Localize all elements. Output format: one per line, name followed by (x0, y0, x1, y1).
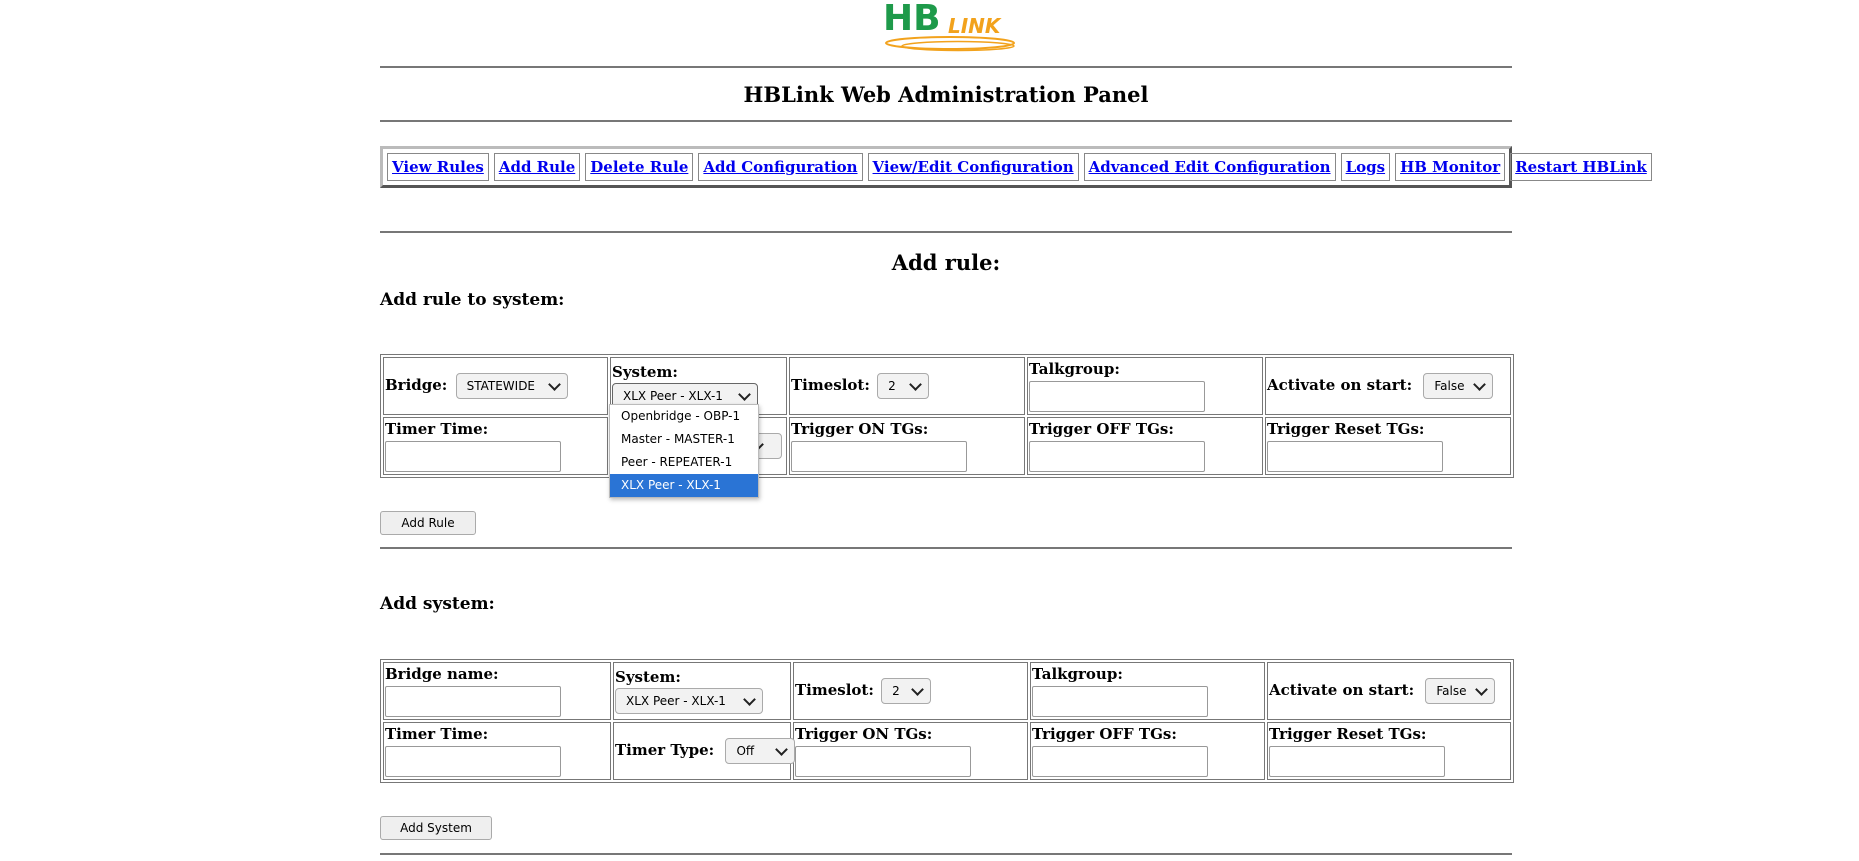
system-label: System: (612, 363, 678, 381)
trigger-reset-cell (1267, 722, 1511, 780)
system-option-xlx-peer[interactable]: XLX Peer - XLX-1 (610, 474, 758, 497)
add-rule-heading: Add rule: (891, 250, 1001, 275)
timeslot-select-value: 2 (888, 379, 896, 393)
talkgroup-input[interactable] (1029, 381, 1205, 412)
nav-cell (387, 153, 489, 181)
timer-type-select[interactable] (725, 738, 795, 764)
timer-time-cell (383, 722, 611, 780)
timer-time-input[interactable] (385, 746, 561, 777)
activate-label: Activate on start: (1267, 376, 1413, 394)
divider (380, 853, 1512, 855)
system-label: System: (615, 668, 681, 686)
timeslot-label: Timeslot: (795, 681, 874, 699)
timeslot-select-value: 2 (892, 684, 900, 698)
activate-select[interactable] (1425, 678, 1495, 704)
timeslot-cell (793, 662, 1028, 720)
system-select-value: XLX Peer - XLX-1 (626, 694, 726, 708)
trigger-on-input[interactable] (791, 441, 967, 472)
timer-type-label: Timer Type: (615, 741, 715, 759)
system-option-openbridge[interactable]: Openbridge - OBP-1 (621, 409, 741, 423)
trigger-reset-input[interactable] (1269, 746, 1445, 777)
nav-cell (698, 153, 862, 181)
add-system-button[interactable]: Add System (380, 816, 492, 840)
activate-label: Activate on start: (1269, 681, 1415, 699)
nav-logs-link[interactable]: Logs (1345, 158, 1386, 176)
chevron-down-icon (743, 693, 756, 706)
trigger-off-label: Trigger OFF TGs: (1029, 420, 1174, 438)
bridge-name-label: Bridge name: (385, 665, 499, 683)
nav-cell (1341, 153, 1391, 181)
activate-cell (1267, 662, 1511, 720)
nav-cell (494, 153, 580, 181)
nav-advanced-edit-configuration-link[interactable]: Advanced Edit Configuration (1088, 158, 1331, 176)
chevron-down-icon (909, 378, 922, 391)
activate-cell (1265, 357, 1511, 415)
trigger-on-label: Trigger ON TGs: (795, 725, 933, 743)
trigger-off-cell (1030, 722, 1265, 780)
timer-time-input[interactable] (385, 441, 561, 472)
chevron-down-icon (738, 388, 751, 401)
trigger-off-input[interactable] (1032, 746, 1208, 777)
bridge-select[interactable] (456, 373, 568, 399)
trigger-off-label: Trigger OFF TGs: (1032, 725, 1177, 743)
timer-time-label: Timer Time: (385, 420, 489, 438)
trigger-reset-label: Trigger Reset TGs: (1269, 725, 1427, 743)
nav-hb-monitor-link[interactable]: HB Monitor (1400, 158, 1501, 176)
talkgroup-input[interactable] (1032, 686, 1208, 717)
activate-select-value: False (1434, 379, 1465, 393)
nav-restart-hblink-link[interactable]: Restart HBLink (1515, 158, 1647, 176)
timeslot-select[interactable] (881, 678, 931, 704)
talkgroup-label: Talkgroup: (1029, 360, 1120, 378)
add-rule-subheading: Add rule to system: (380, 290, 565, 310)
activate-select[interactable] (1423, 373, 1493, 399)
logo-text-link: LINK (948, 14, 1001, 38)
trigger-reset-input[interactable] (1267, 441, 1443, 472)
timeslot-cell (789, 357, 1025, 415)
trigger-off-cell (1027, 417, 1263, 475)
timer-time-cell (383, 417, 608, 475)
system-option-peer[interactable]: Peer - REPEATER-1 (621, 455, 733, 469)
nav-view-rules-link[interactable]: View Rules (392, 158, 484, 176)
bridge-name-input[interactable] (385, 686, 561, 717)
system-cell (613, 662, 791, 720)
trigger-on-cell (793, 722, 1028, 780)
chevron-down-icon (776, 743, 789, 756)
logo-text-hb: HB (883, 0, 941, 39)
chevron-down-icon (1475, 683, 1488, 696)
nav-add-configuration-link[interactable]: Add Configuration (703, 158, 858, 176)
divider (380, 120, 1512, 122)
page-title: HBLink Web Administration Panel (743, 82, 1149, 107)
nav-cell (1395, 153, 1505, 181)
add-rule-button[interactable]: Add Rule (380, 511, 476, 535)
bridge-label: Bridge: (385, 376, 448, 394)
divider (380, 66, 1512, 68)
nav-add-rule-link[interactable]: Add Rule (498, 158, 576, 176)
chevron-down-icon (548, 378, 561, 391)
nav-delete-rule-link[interactable]: Delete Rule (590, 158, 689, 176)
trigger-on-cell (789, 417, 1025, 475)
timer-type-cell (613, 722, 791, 780)
talkgroup-label: Talkgroup: (1032, 665, 1123, 683)
system-option-master[interactable]: Master - MASTER-1 (621, 432, 735, 446)
chevron-down-icon (911, 683, 924, 696)
talkgroup-cell (1027, 357, 1263, 415)
divider (380, 547, 1512, 549)
add-system-form (380, 659, 1514, 783)
system-dropdown-list (609, 404, 759, 498)
nav-cell (868, 153, 1079, 181)
divider (380, 231, 1512, 233)
activate-select-value: False (1436, 684, 1467, 698)
trigger-on-input[interactable] (795, 746, 971, 777)
add-system-heading: Add system: (380, 594, 495, 614)
nav-cell (1510, 153, 1652, 181)
timer-time-label: Timer Time: (385, 725, 489, 743)
trigger-reset-label: Trigger Reset TGs: (1267, 420, 1425, 438)
add-rule-form (380, 354, 1514, 478)
nav-bar (380, 146, 1647, 188)
nav-cell (585, 153, 693, 181)
nav-cell (1084, 153, 1336, 181)
timer-type-select-value: Off (736, 744, 755, 758)
talkgroup-cell (1030, 662, 1265, 720)
trigger-on-label: Trigger ON TGs: (791, 420, 929, 438)
hblink-logo (882, 0, 1017, 52)
trigger-off-input[interactable] (1029, 441, 1205, 472)
trigger-reset-cell (1265, 417, 1511, 475)
timeslot-select[interactable] (877, 373, 929, 399)
bridge-name-cell (383, 662, 611, 720)
bridge-select-value: STATEWIDE (466, 379, 536, 393)
system-select[interactable] (615, 688, 763, 714)
timeslot-label: Timeslot: (791, 376, 870, 394)
nav-view-edit-configuration-link[interactable]: View/Edit Configuration (872, 158, 1074, 176)
bridge-cell (383, 357, 608, 415)
system-select-value: XLX Peer - XLX-1 (623, 389, 723, 403)
chevron-down-icon (1473, 378, 1486, 391)
